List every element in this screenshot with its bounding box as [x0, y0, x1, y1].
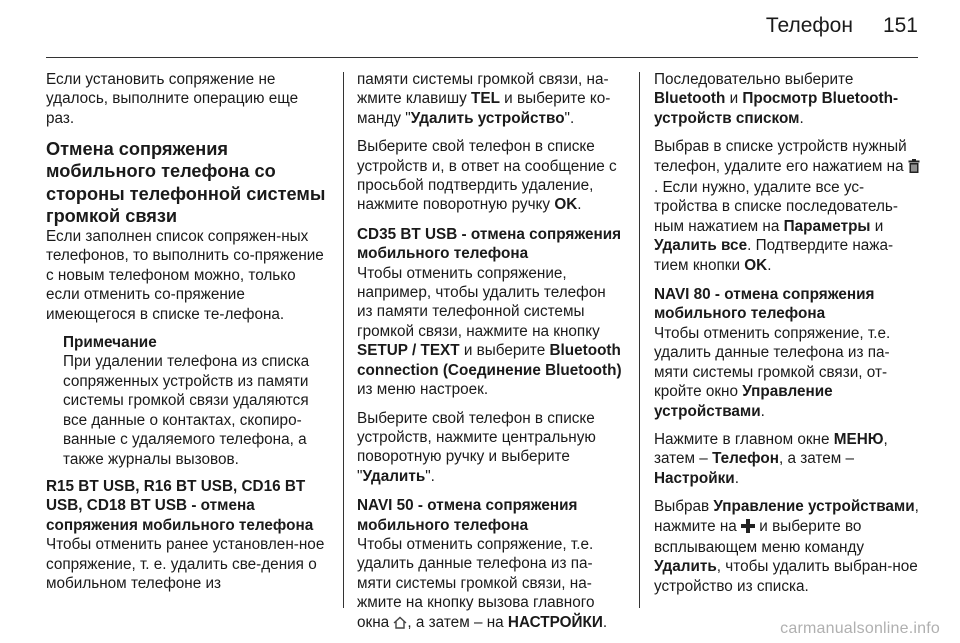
text: . — [577, 196, 582, 214]
paragraph — [654, 137, 922, 275]
paragraph — [654, 430, 922, 488]
text: памяти системы громкой связи, на-жмите клавишу — [357, 71, 609, 108]
menu-parameters: Параметры — [783, 217, 871, 235]
text: , а затем – на — [407, 613, 508, 631]
command-delete-all: Удалить все — [654, 237, 748, 255]
text: . — [734, 469, 739, 487]
key-tel: TEL — [471, 90, 500, 108]
trash-icon — [908, 159, 920, 178]
text: Выберите свой телефон в списке устройств, нажмите центральную поворотную ручку и выберите " — [357, 409, 596, 485]
text: Выбрав в списке устройств нужный телефон, удалите его нажатием на — [654, 138, 908, 175]
paragraph — [357, 137, 625, 215]
menu-bluetooth-connection: Bluetooth connection (Соединение Bluetooth) — [357, 342, 622, 379]
text: , нажмите на — [654, 498, 919, 535]
text: Чтобы отменить сопряжение, например, чтобы удалить телефон из памяти телефонной системы громкой связи, нажмите на кнопку — [357, 264, 606, 340]
column-1 — [46, 70, 328, 602]
text: и выберите во всплывающем меню команду — [654, 517, 865, 556]
text: , чтобы удалить выбран-ное устройство из списка. — [654, 558, 918, 595]
paragraph — [654, 497, 922, 596]
text: . — [760, 402, 765, 420]
header-rule — [46, 57, 918, 58]
paragraph — [357, 409, 625, 487]
page-number: 151 — [882, 14, 918, 37]
menu-main: МЕНЮ — [833, 430, 884, 448]
note-title: Примечание — [63, 334, 157, 352]
menu-bluetooth: Bluetooth — [654, 90, 726, 108]
command-delete: Удалить — [362, 467, 426, 485]
subsection-heading: NAVI 80 - отмена сопряжения мобильного телефона — [654, 286, 875, 323]
menu-settings: Настройки — [654, 469, 735, 487]
section-heading: Отмена сопряжения мобильного телефона со стороны телефонной системы громкой связи — [46, 139, 326, 226]
text: , затем – — [654, 430, 888, 468]
subsection-heading: NAVI 50 - отмена сопряжения мобильного телефона — [357, 497, 578, 534]
text: . — [799, 109, 804, 127]
command-delete: Удалить — [654, 558, 717, 576]
menu-settings: НАСТРОЙКИ — [507, 613, 603, 631]
text: Чтобы отменить сопряжение, т.е. удалить данные телефона из па-мяти системы громкой связи, на-жмите на кнопку вызова главного окна — [357, 535, 595, 631]
text: Нажмите в главном окне — [654, 430, 834, 448]
column-3 — [654, 70, 922, 605]
text: Последовательно выберите — [654, 71, 854, 88]
note-block — [46, 333, 328, 469]
watermark: carmanualsonline.info — [780, 620, 940, 637]
text: и выберите ко-манду " — [357, 90, 611, 127]
note-text: При удалении телефона из списка сопряженных устройств из памяти системы громкой связи удаляются все данные о контактах, скопиро-ванные с удаляемого телефона, а также журналы вызовов. — [63, 353, 310, 468]
paragraph — [357, 535, 625, 634]
column-divider-2 — [639, 72, 640, 608]
home-icon — [393, 615, 407, 634]
subsection-heading: CD35 BT USB - отмена сопряжения мобильного телефона — [357, 225, 622, 263]
text: . Если нужно, удалите все ус-тройства в списке последователь-ным нажатием на — [654, 179, 898, 235]
text: из меню настроек. — [357, 381, 489, 399]
paragraph — [654, 324, 922, 421]
text: . — [767, 256, 772, 274]
menu-view-bluetooth-list: Просмотр Bluetooth-устройств списком — [654, 90, 899, 127]
text: и — [870, 217, 884, 235]
text: и выберите — [459, 342, 550, 360]
text: ". — [564, 109, 575, 127]
command-delete-device: Удалить устройство — [410, 109, 565, 127]
paragraph — [654, 70, 922, 128]
key-ok: OK — [554, 196, 578, 214]
subsection-heading: R15 BT USB, R16 BT USB, CD16 BT USB, CD18 BT USB - отмена сопряжения мобильного телефона — [46, 477, 314, 534]
paragraph: Если установить сопряжение не удалось, выполните операцию еще раз. — [46, 71, 299, 127]
text: Чтобы отменить сопряжение, т.е. удалить данные телефона из па-мяти системы громкой связи, от-кройте окно — [654, 324, 891, 401]
paragraph — [357, 70, 625, 128]
page-title: Телефон — [765, 14, 853, 37]
column-2 — [357, 70, 625, 643]
text: , а затем – — [778, 450, 855, 468]
plus-icon — [741, 519, 755, 538]
text: ". — [425, 467, 435, 485]
text: . Подтвердите нажа-тием кнопки — [654, 237, 894, 274]
text: . — [602, 613, 608, 631]
key-setup-text: SETUP / TEXT — [357, 342, 460, 360]
text: Выберите свой телефон в списке устройств и, в ответ на сообщение с просьбой подтвердить удаление, нажмите поворотную ручку — [357, 138, 617, 214]
menu-device-management: Управление устройствами — [713, 498, 915, 516]
paragraph: Чтобы отменить ранее установлен-ное сопряжение, т. е. удалить све-дения о мобильном телефоне из — [46, 536, 325, 592]
menu-phone: Телефон — [712, 450, 779, 468]
window-device-management: Управление устройствами — [654, 383, 833, 420]
paragraph — [357, 264, 625, 400]
column-divider-1 — [343, 72, 344, 608]
text: Выбрав — [654, 498, 714, 516]
key-ok: OK — [744, 256, 768, 274]
paragraph: Если заполнен список сопряжен-ных телефонов, то выполнить со-пряжение с новым телефоном можно, только если отменить со-пряжение имеющегося в списке те-лефона. — [46, 228, 324, 323]
page-header — [766, 14, 918, 38]
text: и — [725, 90, 743, 108]
